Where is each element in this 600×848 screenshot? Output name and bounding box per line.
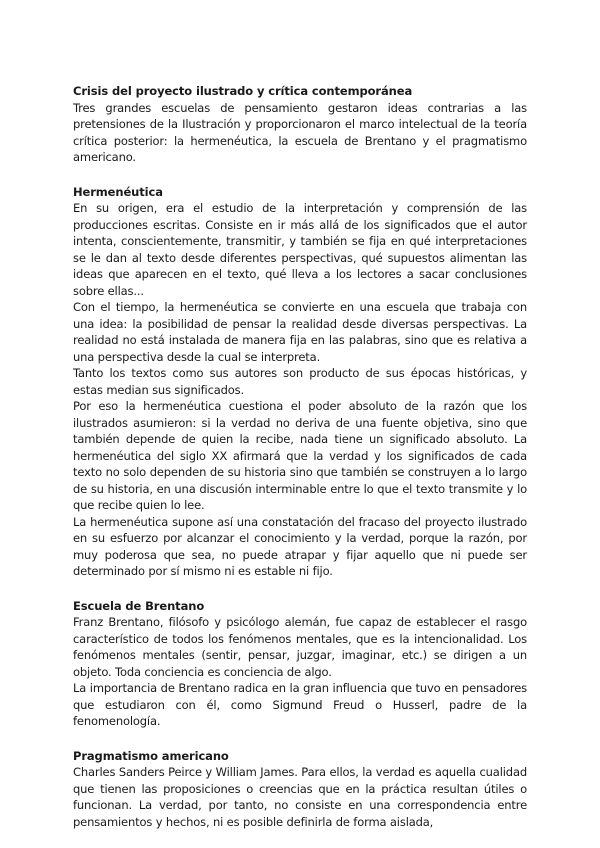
paragraph: Tres grandes escuelas de pensamiento gestaron ideas contrarias a las pretensiones de la Ilustración y proporcionaron el marco intelectual de la teoría crítica posterior: la hermenéutica, la escuela de Brentano y el pragmatismo americano.	[73, 100, 527, 164]
section-heading: Hermenéutica	[73, 184, 163, 199]
paragraph: La importancia de Brentano radica en la gran influencia que tuvo en pensadores que estudiaron con él, como Sigmund Freud o Husserl, padre de la fenomenología.	[73, 681, 527, 728]
paragraph: Franz Brentano, filósofo y psicólogo alemán, fue capaz de establecer el rasgo característico de todos los fenómenos mentales, que es la intencionalidad. Los fenómenos mentales (sentir, pensar, juzgar, imaginar, etc.) se dirigen a un objeto. Toda conciencia es conciencia de algo.	[73, 615, 527, 679]
section-heading: Pragmatismo americano	[73, 748, 229, 763]
document-page	[73, 83, 527, 848]
section-heading: Escuela de Brentano	[73, 598, 205, 613]
section-crisis	[73, 83, 527, 166]
paragraph: La hermenéutica supone así una constatación del fracaso del proyecto ilustrado en su esfuerzo por alcanzar el conocimiento y la verdad, porque la razón, por muy poderosa que sea, no puede atrapar y fijar aquello que ni puede ser determinado por sí mismo ni es estable ni fijo.	[73, 514, 527, 578]
paragraph: Charles Sanders Peirce y William James. Para ellos, la verdad es aquella cualidad que tienen las proposiciones o creencias que en la práctica resultan útiles o funcionan. La verdad, por tanto, no consiste en una correspondencia entre pensamientos y hechos, ni es posible definirla de forma aislada,	[73, 765, 527, 829]
paragraph: Por eso la hermenéutica cuestiona el poder absoluto de la razón que los ilustrados asumieron: si la verdad no deriva de una fuente objetiva, sino que también depende de quien la recibe, nada tiene un significado absoluto. La hermenéutica del siglo XX afirmará que la verdad y los significados de cada texto no solo dependen de su historia sino que también se construyen a lo largo de su historia, en una discusión interminable entre lo que el texto transmite y lo que recibe quien lo lee.	[73, 399, 527, 512]
section-brentano	[73, 598, 527, 730]
paragraph: Tanto los textos como sus autores son producto de sus épocas históricas, y estas median sus significados.	[73, 366, 527, 397]
section-pragmatismo	[73, 748, 527, 831]
paragraph: Con el tiempo, la hermenéutica se convierte en una escuela que trabaja con una idea: la posibilidad de pensar la realidad desde diversas perspectivas. La realidad no está instalada de manera fija en las palabras, sino que es relativa a una perspectiva desde la cual se interpreta.	[73, 300, 527, 364]
section-heading: Crisis del proyecto ilustrado y crítica contemporánea	[73, 84, 413, 98]
section-hermeneutica	[73, 184, 527, 580]
paragraph: En su origen, era el estudio de la interpretación y comprensión de las producciones escritas. Consiste en ir más allá de los significados que el autor intenta, conscientemente, transmitir, y también se fija en qué interpretaciones se le dan al texto desde diferentes perspectivas, qué supuestos alimentan las ideas que aparecen en el texto, qué lleva a los lectores a sacar conclusiones sobre ellas...	[73, 201, 527, 298]
